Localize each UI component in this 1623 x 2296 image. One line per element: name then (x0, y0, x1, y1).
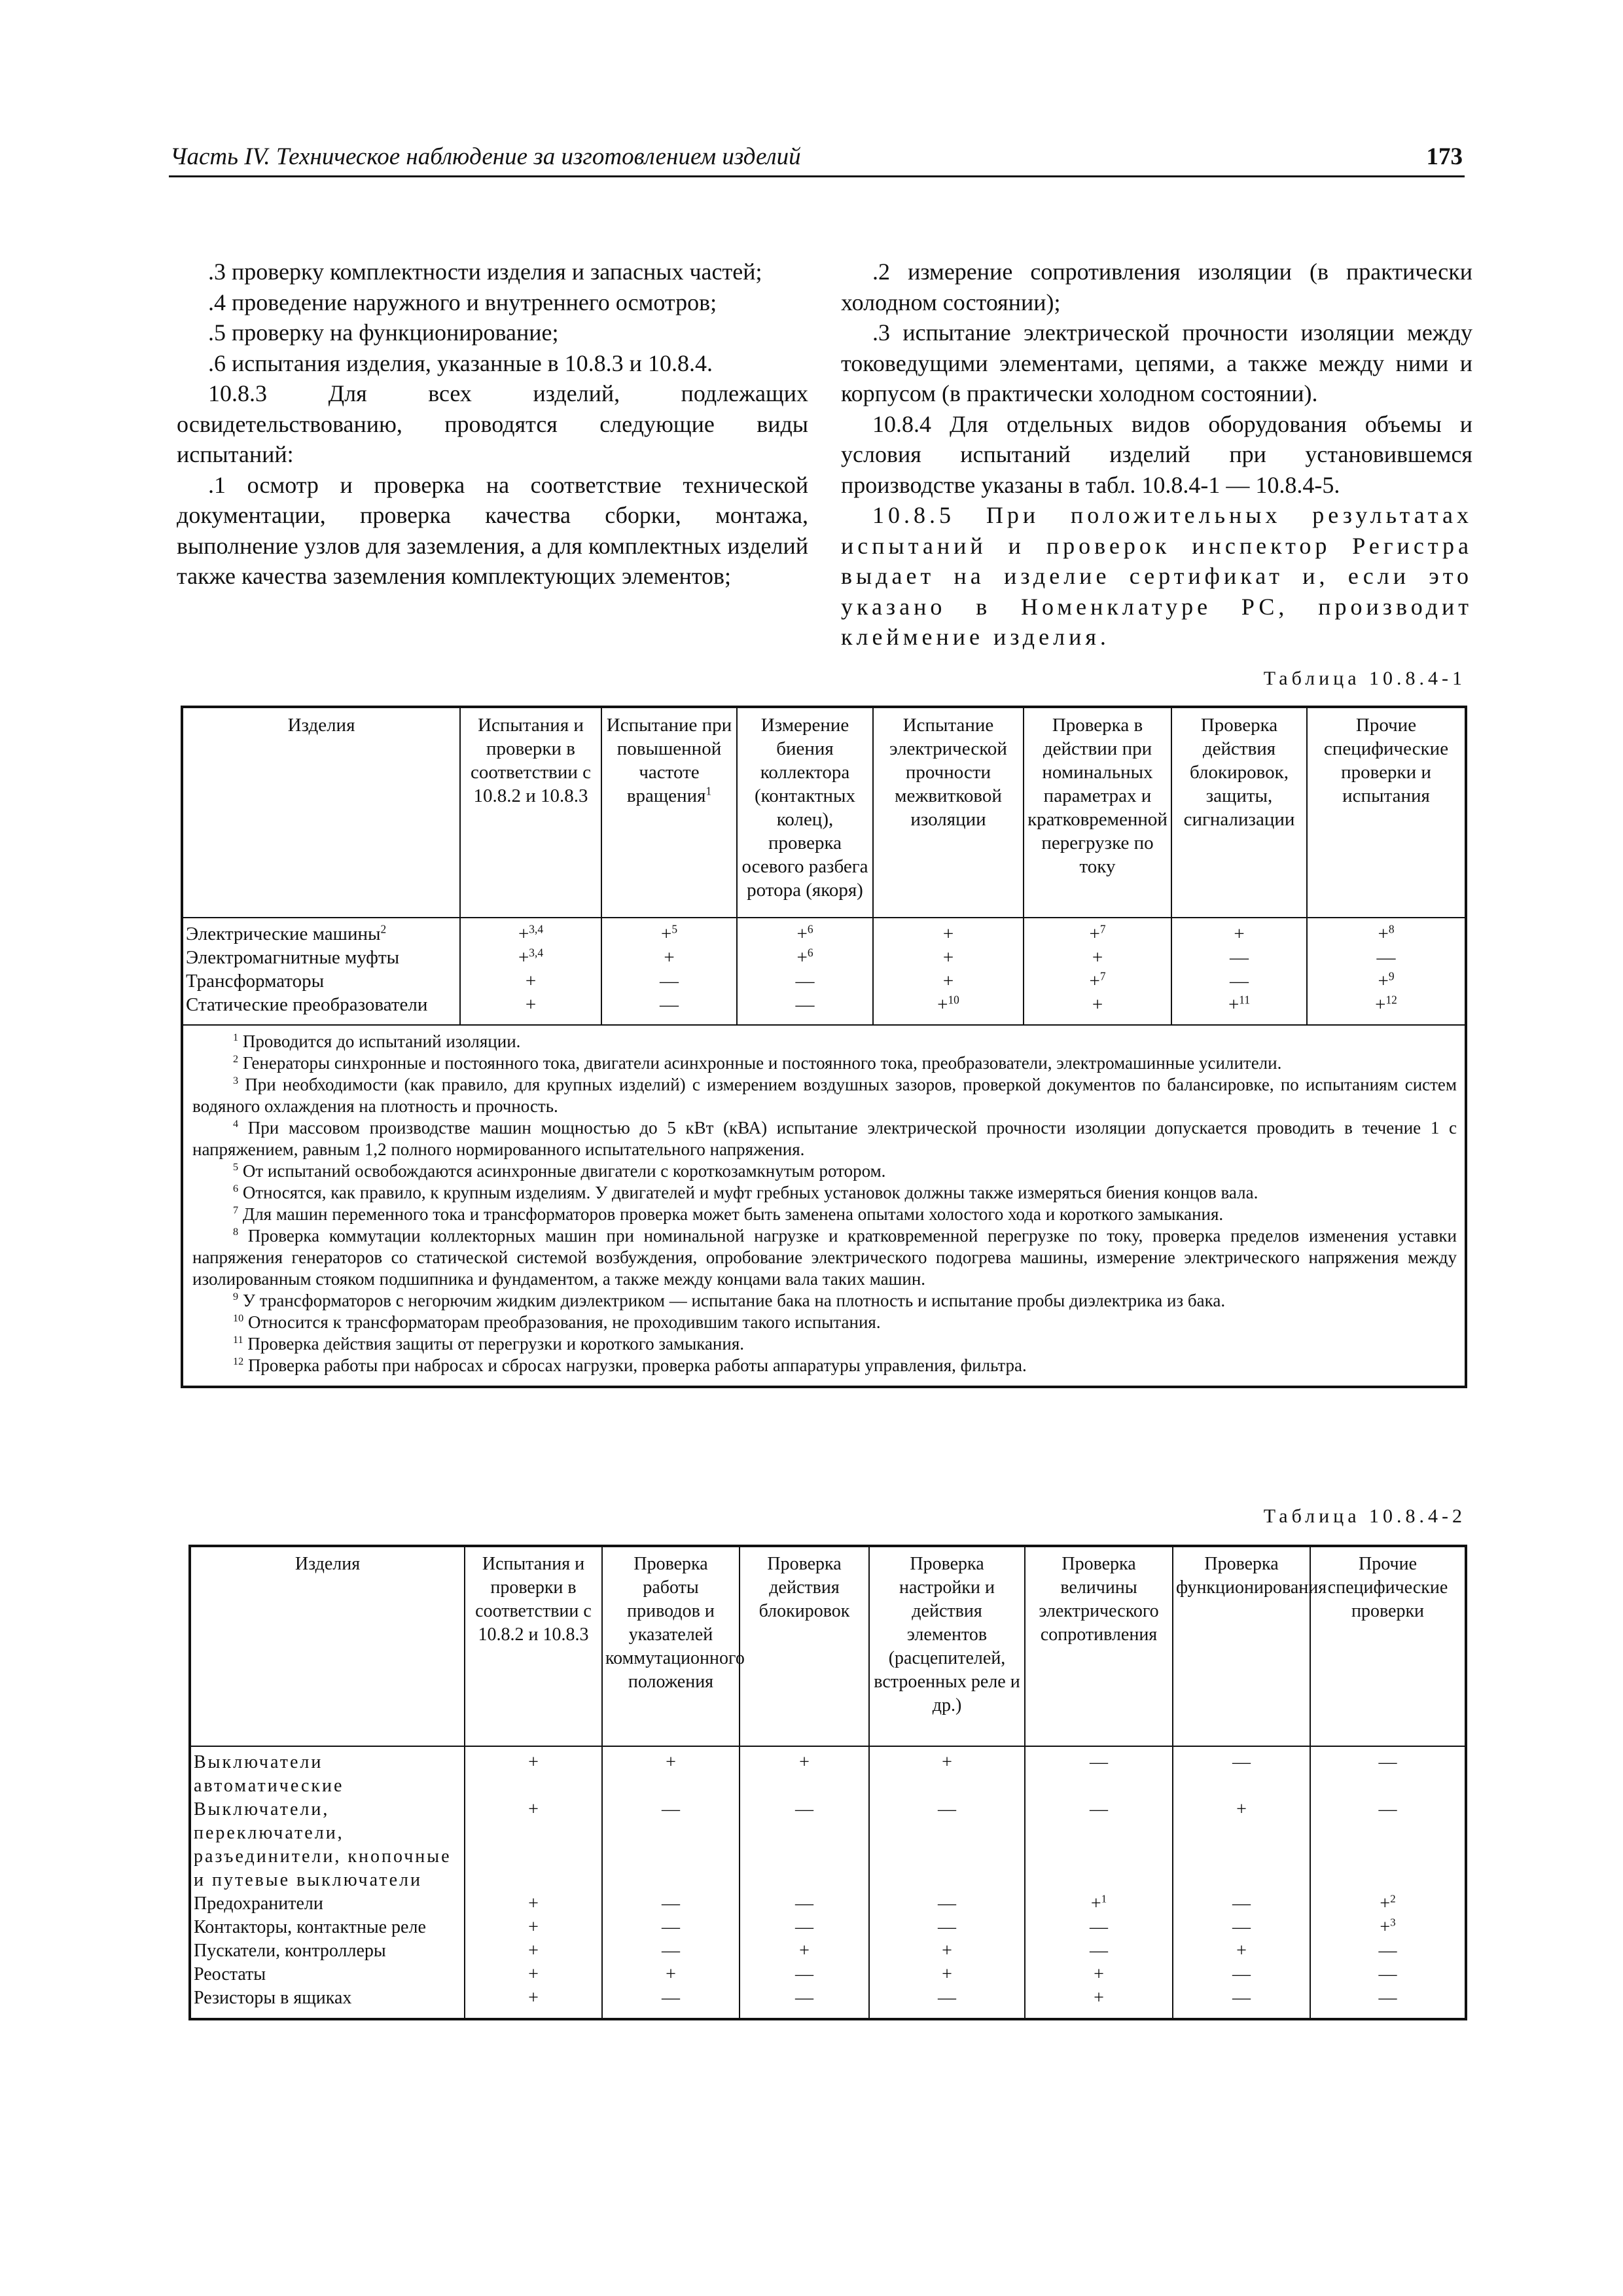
table-footnotes (182, 1025, 1466, 1387)
table-cell: + (465, 1916, 602, 1939)
footnote-text: При массовом производстве машин мощностью до 5 кВт (кВА) испытание электрической прочности изоляции допускается проводить в течение 1 с напряжением, равным 1,2 полного нормированного испытательного напряжения. (192, 1118, 1457, 1159)
table-cell: — (869, 1986, 1025, 2019)
table-cell: +$^5$ (601, 918, 737, 946)
table-cell: — (1025, 1939, 1173, 1963)
table-cell: + (873, 969, 1024, 993)
footnote (192, 1225, 1457, 1290)
paragraph: .4 проведение наружного и внутреннего осмотров; (208, 289, 717, 315)
table-row (190, 1916, 1466, 1939)
table-row (182, 946, 1466, 969)
footnote-ref: 10 (948, 993, 959, 1007)
table-cell: +$^9$ (1307, 969, 1466, 993)
table-cell: — (737, 993, 873, 1025)
footnote-text: При необходимости (как правило, для крупных изделий) с измерением воздушных зазоров, проверкой документов по балансировке, по испытаниям систем водяного охлаждения на плотность и прочность. (192, 1075, 1457, 1116)
footnote-number: 6 (233, 1183, 239, 1194)
footnote-number: 9 (233, 1291, 239, 1302)
paragraph: .1 осмотр и проверка на соответствие технической документации, проверка качества сборки, монтажа, выполнение узлов для заземления, а для комплектных изделий также качества заземления комплектующих элементов; (177, 471, 808, 589)
table-row (190, 1746, 1466, 1798)
table-cell: + (1025, 1986, 1173, 2019)
table-cell: — (1310, 1963, 1466, 1986)
column-header: Испытание при повышенной частоте вращения$^1$ (601, 707, 737, 918)
table-cell: — (740, 1798, 869, 1892)
paragraph: 10.8.4 Для отдельных видов оборудования объемы и условия испытаний изделий при установившемся производстве указаны в табл. 10.8.4-1 — 10.8.4-5. (841, 410, 1472, 498)
table-cell: — (869, 1798, 1025, 1892)
table-cell: +$^2$ (1310, 1892, 1466, 1916)
table-cell: — (1173, 1963, 1310, 1986)
table-cell: +$^6$ (737, 946, 873, 969)
table-row (190, 1892, 1466, 1916)
table-cell: — (740, 1916, 869, 1939)
row-label: Статические преобразователи (182, 993, 460, 1025)
table-caption: Таблица 10.8.4-2 (1263, 1505, 1466, 1527)
footnote-ref: 9 (1388, 969, 1395, 983)
table-row (182, 993, 1466, 1025)
table-cell: + (740, 1939, 869, 1963)
column-header: Прочие специфические проверки и испытания (1307, 707, 1466, 918)
paragraph: .6 испытания изделия, указанные в 10.8.3 и 10.8.4. (208, 350, 713, 376)
table-cell: + (465, 1963, 602, 1986)
footnote-text: Генераторы синхронные и постоянного тока, двигатели асинхронные и постоянного тока, преобразователи, электромашинные усилители. (238, 1053, 1282, 1073)
table-10-8-4-1 (181, 706, 1467, 1388)
table-cell: +$^6$ (737, 918, 873, 946)
paragraph: .3 испытание электрической прочности изоляции между токоведущими элементами, цепями, а также между ними и корпусом (в практически холодном состоянии). (841, 319, 1472, 406)
footnote-ref: 1 (705, 784, 712, 798)
table-cell: — (1310, 1798, 1466, 1892)
column-header: Испытания и проверки в соответствии с 10.8.2 и 10.8.3 (465, 1546, 602, 1746)
table-cell: — (602, 1892, 740, 1916)
table-cell: + (602, 1963, 740, 1986)
table-row (190, 1939, 1466, 1963)
table-row (182, 969, 1466, 993)
table-cell: — (1025, 1798, 1173, 1892)
table-row (182, 918, 1466, 946)
column-header: Проверка действия блокировок (740, 1546, 869, 1746)
table-cell: — (740, 1892, 869, 1916)
table-cell: + (465, 1939, 602, 1963)
table-cell: + (1173, 1798, 1310, 1892)
row-label: Реостаты (190, 1963, 465, 1986)
row-label: Предохранители (190, 1892, 465, 1916)
footnote-ref: 2 (1390, 1892, 1396, 1905)
footnote (192, 1290, 1457, 1312)
table-cell: + (1024, 993, 1171, 1025)
footnote-ref: 2 (380, 922, 387, 936)
table-cell: +$^{11}$ (1171, 993, 1307, 1025)
column-header-items: Изделия (182, 707, 460, 918)
footnote-number: 5 (233, 1161, 239, 1173)
table-cell: — (602, 1986, 740, 2019)
footnote-text: Проводится до испытаний изоляции. (238, 1031, 521, 1051)
footnote-number: 12 (233, 1355, 244, 1367)
footnote-number: 1 (233, 1031, 239, 1043)
footnote (192, 1333, 1457, 1355)
footnote-number: 11 (233, 1334, 243, 1346)
table-cell: — (1310, 1986, 1466, 2019)
footnote-ref: 3,4 (529, 922, 544, 936)
row-label: Резисторы в ящиках (190, 1986, 465, 2019)
row-label: Электромагнитные муфты (182, 946, 460, 969)
footnote-number: 4 (233, 1118, 239, 1130)
table-row (190, 1986, 1466, 2019)
table-cell: + (465, 1892, 602, 1916)
table-cell: + (740, 1746, 869, 1798)
paragraph: 10.8.3 Для всех изделий, подлежащих освидетельствованию, проводятся следующие виды испытаний: (177, 380, 808, 467)
table-caption: Таблица 10.8.4-1 (1263, 668, 1466, 689)
footnote-ref: 6 (807, 946, 813, 960)
row-label: Пускатели, контроллеры (190, 1939, 465, 1963)
left-text-column (177, 257, 808, 592)
footnote-ref: 5 (671, 922, 678, 936)
table-cell: + (602, 1746, 740, 1798)
footnote-text: Проверка работы при набросах и сбросах нагрузки, проверка работы аппаратуры управления, фильтра. (243, 1355, 1027, 1375)
table-cell: — (1310, 1939, 1466, 1963)
table-cell: + (465, 1746, 602, 1798)
column-header: Проверка действия блокировок, защиты, сигнализации (1171, 707, 1307, 918)
table-10-8-4-2 (188, 1545, 1467, 2020)
footnote-ref: 1 (1101, 1892, 1107, 1905)
table-cell: +$^{10}$ (873, 993, 1024, 1025)
table-cell: + (1173, 1939, 1310, 1963)
footnote (192, 1355, 1457, 1376)
footnote-text: Относится к трансформаторам преобразования, не проходившим такого испытания. (243, 1312, 881, 1332)
row-label: Трансформаторы (182, 969, 460, 993)
table-cell: +$^{3,4}$ (460, 946, 601, 969)
table-cell: +$^7$ (1024, 918, 1171, 946)
table-cell: — (1173, 1916, 1310, 1939)
footnote-text: Относятся, как правило, к крупным изделиям. У двигателей и муфт гребных установок должны также измеряться биения концов вала. (238, 1183, 1258, 1202)
column-header: Испытания и проверки в соответствии с 10.8.2 и 10.8.3 (460, 707, 601, 918)
footnote-ref: 3 (1390, 1916, 1396, 1929)
column-header: Проверка функционирования (1173, 1546, 1310, 1746)
table-cell: + (1024, 946, 1171, 969)
row-label: Выключатели автоматические (190, 1746, 465, 1798)
table-cell: — (740, 1986, 869, 2019)
paragraph: 10.8.5 При положительных результатах испытаний и проверок инспектор Регистра выдает на изделие сертификат и, если это указано в Номенклатуре РС, производит клеймение изделия. (841, 502, 1472, 650)
table-cell: — (1025, 1916, 1173, 1939)
column-header: Испытание электрической прочности межвитковой изоляции (873, 707, 1024, 918)
table-cell: + (869, 1746, 1025, 1798)
column-header-items: Изделия (190, 1546, 465, 1746)
header-rule (169, 175, 1465, 177)
table-cell: + (1171, 918, 1307, 946)
footnote-ref: 6 (807, 922, 813, 936)
footnote-number: 7 (233, 1204, 239, 1216)
footnote (192, 1052, 1457, 1074)
paragraph: .3 проверку комплектности изделия и запасных частей; (208, 259, 762, 285)
table-cell: +$^7$ (1024, 969, 1171, 993)
footnote-ref: 7 (1099, 969, 1106, 983)
table-cell: + (601, 946, 737, 969)
table-cell: — (602, 1798, 740, 1892)
table-cell: + (465, 1798, 602, 1892)
footnote-ref: 7 (1099, 922, 1106, 936)
column-header: Проверка работы приводов и указателей коммутационного положения (602, 1546, 740, 1746)
footnote (192, 1031, 1457, 1052)
right-text-column (841, 257, 1472, 653)
paragraph: .2 измерение сопротивления изоляции (в практически холодном состоянии); (841, 259, 1472, 315)
table-cell: — (869, 1892, 1025, 1916)
running-header-title: Часть IV. Техническое наблюдение за изготовлением изделий (170, 143, 801, 170)
table-cell: — (1173, 1892, 1310, 1916)
footnote-text: Проверка действия защиты от перегрузки и короткого замыкания. (243, 1334, 744, 1354)
footnote-ref: 3,4 (529, 946, 544, 960)
footnote-ref: 12 (1385, 993, 1397, 1007)
table-cell: + (869, 1963, 1025, 1986)
footnote-text: От испытаний освобождаются асинхронные двигатели с короткозамкнутым ротором. (238, 1161, 886, 1181)
table-cell: — (740, 1963, 869, 1986)
table-cell: — (1173, 1746, 1310, 1798)
table-row (190, 1963, 1466, 1986)
table-cell: — (737, 969, 873, 993)
table-cell: +$^{12}$ (1307, 993, 1466, 1025)
table-cell: — (1173, 1986, 1310, 2019)
table-cell: +$^{3,4}$ (460, 918, 601, 946)
table-row (190, 1798, 1466, 1892)
footnote-text: Для машин переменного тока и трансформаторов проверка может быть заменена опытами холостого хода и короткого замыкания. (238, 1204, 1224, 1224)
table-cell: — (869, 1916, 1025, 1939)
column-header: Прочие специфические проверки (1310, 1546, 1466, 1746)
footnote-number: 3 (233, 1075, 239, 1086)
footnote-ref: 8 (1388, 922, 1395, 936)
column-header: Измерение биения коллектора (контактных колец), проверка осевого разбега ротора (якоря) (737, 707, 873, 918)
footnote-number: 2 (233, 1053, 239, 1065)
table-cell: — (1025, 1746, 1173, 1798)
footnote (192, 1074, 1457, 1117)
table-cell: — (601, 993, 737, 1025)
table-cell: + (869, 1939, 1025, 1963)
column-header: Проверка настройки и действия элементов (расцепителей, встроенных реле и др.) (869, 1546, 1025, 1746)
row-label: Контакторы, контактные реле (190, 1916, 465, 1939)
footnote (192, 1117, 1457, 1160)
table-cell: + (460, 993, 601, 1025)
footnote-text: У трансформаторов с негорючим жидким диэлектриком — испытание бака на плотность и испытание пробы диэлектрика из бака. (238, 1291, 1226, 1310)
table-cell: — (1310, 1746, 1466, 1798)
page-number: 173 (1426, 143, 1463, 170)
footnote-number: 8 (233, 1226, 239, 1238)
table-cell: — (1171, 946, 1307, 969)
row-label: Электрические машины$^2$ (182, 918, 460, 946)
table-cell: +$^3$ (1310, 1916, 1466, 1939)
table-cell: — (601, 969, 737, 993)
table-cell: +$^1$ (1025, 1892, 1173, 1916)
footnote (192, 1204, 1457, 1225)
table-cell: — (1171, 969, 1307, 993)
table-cell: +$^8$ (1307, 918, 1466, 946)
table-cell: — (602, 1916, 740, 1939)
footnote-number: 10 (233, 1312, 244, 1324)
footnote-text: Проверка коммутации коллекторных машин при номинальной нагрузке и кратковременной перегрузке по току, проверка пределов изменения уставки напряжения генераторов со статической системой возбуждения, опробование электрического подогрева машины, измерение электрического напряжения между изолированным стояком подшипника и фундаментом, а также между концами вала таких машин. (192, 1226, 1457, 1289)
column-header: Проверка в действии при номинальных параметрах и кратковременной перегрузке по току (1024, 707, 1171, 918)
footnote-ref: 11 (1239, 993, 1251, 1007)
paragraph: .5 проверку на функционирование; (208, 319, 559, 346)
table-cell: + (465, 1986, 602, 2019)
table-cell: + (1025, 1963, 1173, 1986)
table-cell: + (873, 946, 1024, 969)
footnote (192, 1160, 1457, 1182)
column-header: Проверка величины электрического сопротивления (1025, 1546, 1173, 1746)
footnote (192, 1312, 1457, 1333)
table-cell: — (602, 1939, 740, 1963)
table-cell: — (1307, 946, 1466, 969)
row-label: Выключатели, переключатели, разъединители, кнопочные и путевые выключатели (190, 1798, 465, 1892)
table-cell: + (873, 918, 1024, 946)
footnote (192, 1182, 1457, 1204)
table-cell: + (460, 969, 601, 993)
